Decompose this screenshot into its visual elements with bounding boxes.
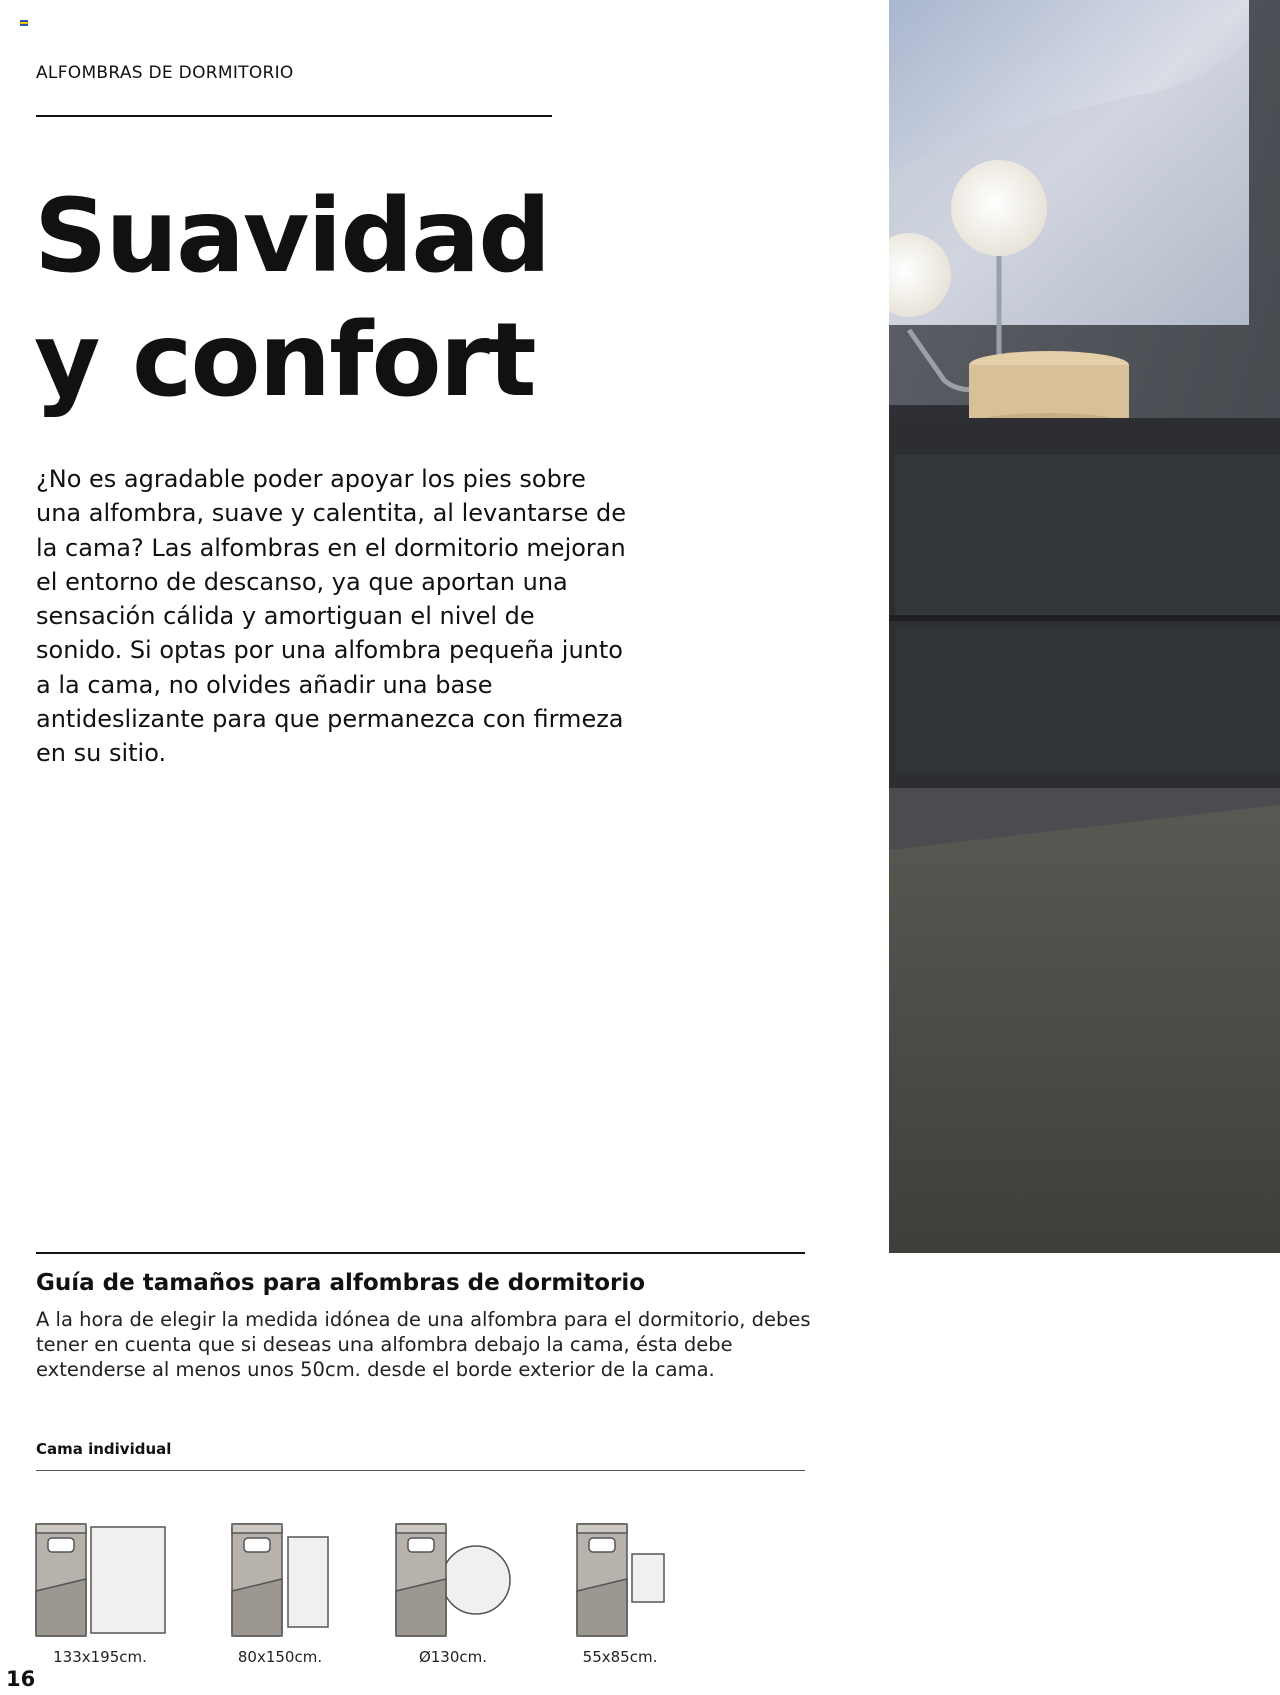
bedroom-photo [889, 0, 1280, 1253]
divider [36, 1252, 805, 1254]
section-label: ALFOMBRAS DE DORMITORIO [36, 63, 294, 83]
flag-icon [20, 20, 28, 26]
rug-size-label: Ø130cm. [418, 1648, 488, 1666]
rug-size-diagram [230, 1516, 350, 1641]
rug-size-diagram [394, 1516, 524, 1641]
rug-size-label: 80x150cm. [237, 1648, 323, 1666]
rug-size-label: 55x85cm. [582, 1648, 658, 1666]
guide-paragraph: A la hora de elegir la medida idónea de una alfombra para el dormitorio, debes tener en cuenta que si deseas una alfombra debajo la cama, ésta debe extenderse al menos unos 50cm. desde el borde exterior de la cama. [36, 1308, 811, 1381]
guide-title: Guía de tamaños para alfombras de dormitorio [36, 1270, 646, 1296]
rug-size-diagram [575, 1516, 675, 1641]
rug-size-diagram [34, 1516, 174, 1641]
divider [36, 115, 552, 117]
title-line-2: y confort [34, 301, 535, 420]
rug-size-label: 133x195cm. [53, 1648, 147, 1666]
bed-type-label: Cama individual [36, 1440, 172, 1458]
page-title [34, 175, 549, 423]
divider [36, 1470, 805, 1471]
page-number: 16 [6, 1667, 36, 1691]
title-line-1: Suavidad [34, 177, 550, 296]
intro-paragraph: ¿No es agradable poder apoyar los pies sobre una alfombra, suave y calentita, al levantarse de la cama? Las alfombras en el dormitorio mejoran el entorno de descanso, ya que aportan una sensación cálida y amortiguan el nivel de sonido. Si optas por una alfombra pequeña junto a la cama, no olvides añadir una base antideslizante para que permanezca con firmeza en su sitio. [36, 465, 627, 768]
